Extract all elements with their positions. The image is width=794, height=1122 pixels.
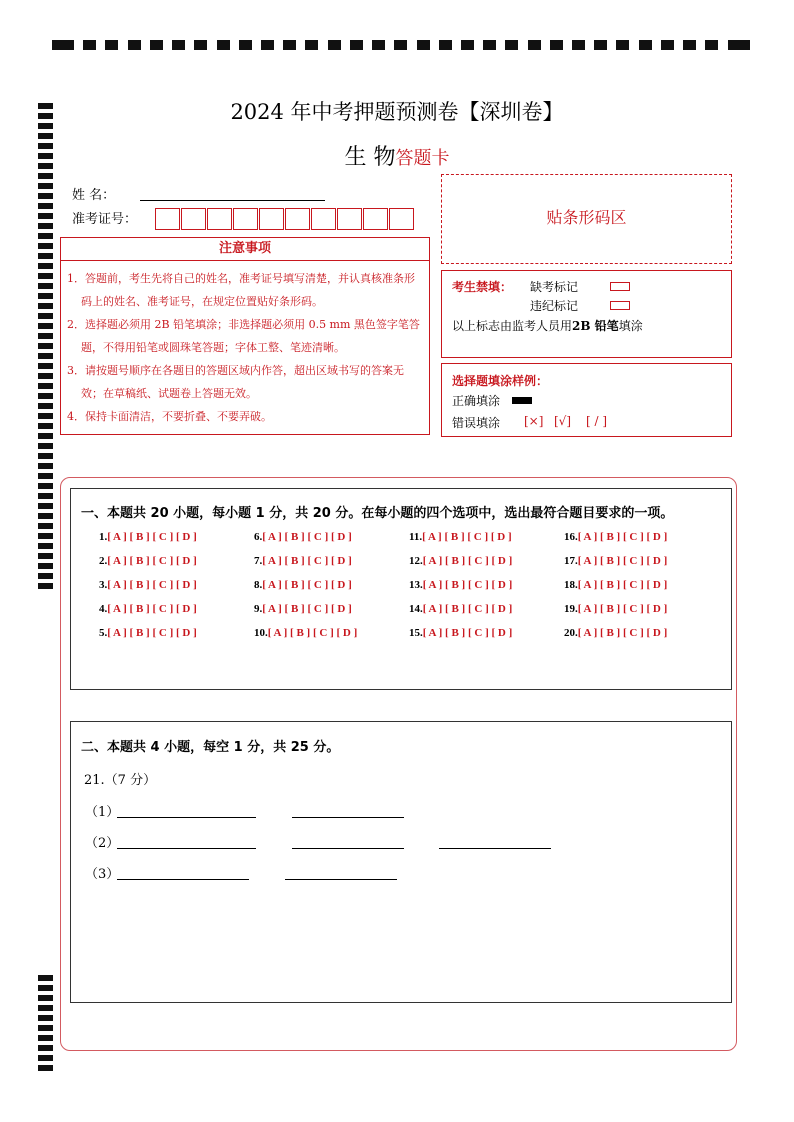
fill-sample-box [441,363,732,437]
notice-item: 2．选择题必须用 2B 铅笔填涂；非选择题必须用 0.5 mm 黑色签字笔答题，不得用铅笔或圆珠笔答题；字体工整、笔迹清晰。 [67,318,420,354]
answer-options[interactable]: [ A ] [ B ] [ C ] [ D ] [262,531,352,543]
answer-options[interactable]: [ A ] [ B ] [ C ] [ D ] [577,531,668,543]
forbid-label: 考生禁填： [452,280,513,294]
question-number: 11. [409,531,423,543]
choice-question-14[interactable] [409,603,512,615]
choice-question-12[interactable] [409,555,512,567]
sample-label: 选择题填涂样例： [452,374,549,388]
answer-options[interactable]: [ A ] [ B ] [ C ] [ D ] [107,579,197,591]
answer-options[interactable]: [ A ] [ B ] [ C ] [ D ] [262,603,352,615]
answer-options[interactable]: [ A ] [ B ] [ C ] [ D ] [107,603,197,615]
forbid-note-bold: 2B 铅笔 [572,319,619,333]
choice-question-9[interactable] [254,603,352,615]
question-number: 20. [564,627,578,639]
barcode-area: 贴条形码区 [441,174,732,264]
notice-item: 4．保持卡面清洁，不要折叠、不要弄破。 [67,410,272,423]
question-number: 8. [254,579,263,591]
question-number: 12. [409,555,423,567]
choice-question-3[interactable] [99,579,197,591]
choice-question-8[interactable] [254,579,352,591]
question-number: 18. [564,579,578,591]
answer-blank[interactable] [117,879,249,880]
absent-label: 缺考标记 [530,280,579,294]
answer-options[interactable]: [ A ] [ B ] [ C ] [ D ] [422,531,512,543]
section-choice [70,488,732,690]
answer-options[interactable]: [ A ] [ B ] [ C ] [ D ] [107,555,197,567]
absent-mark-box[interactable] [610,282,630,291]
wrong-mark-2: [√] [554,414,572,428]
violation-mark-box[interactable] [610,301,630,310]
answer-options[interactable]: [ A ] [ B ] [ C ] [ D ] [262,579,352,591]
question-number: 9. [254,603,263,615]
section2-title: 二、本题共 4 小题，每空 1 分，共 25 分。 [81,740,340,755]
section1-title: 一、本题共 20 小题，每小题 1 分，共 20 分。在每小题的四个选项中，选出最符合题目要求的一项。 [81,506,674,521]
choice-question-20[interactable] [564,627,667,639]
choice-question-19[interactable] [564,603,667,615]
question-number: 16. [564,531,578,543]
name-field[interactable] [140,200,325,201]
notice-heading: 注意事项 [61,238,429,261]
question-number: 14. [409,603,423,615]
forbid-note-prefix: 以上标志由监考人员用 [452,319,573,333]
notice-box [60,237,430,435]
question-number: 3. [99,579,108,591]
question-number: 6. [254,531,263,543]
id-number-boxes[interactable] [155,208,415,230]
answer-blank[interactable] [117,817,256,818]
page-title: 2024 年中考押题预测卷【深圳卷】 [230,100,564,124]
answer-blank[interactable] [439,848,551,849]
answer-options[interactable]: [ A ] [ B ] [ C ] [ D ] [422,627,513,639]
choice-question-15[interactable] [409,627,512,639]
examiner-only-box [441,270,732,358]
question-number: 5. [99,627,108,639]
correct-label: 正确填涂 [452,394,501,408]
choice-question-10[interactable] [254,627,357,639]
choice-question-16[interactable] [564,531,667,543]
answer-options[interactable]: [ A ] [ B ] [ C ] [ D ] [577,603,668,615]
q21-label: 21.（7 分） [84,773,157,788]
answer-blank[interactable] [292,817,404,818]
top-timing-marks [52,39,750,51]
answer-blank[interactable] [292,848,404,849]
answer-options[interactable]: [ A ] [ B ] [ C ] [ D ] [577,555,668,567]
answer-options[interactable]: [ A ] [ B ] [ C ] [ D ] [422,555,513,567]
subject-suffix: 答题卡 [395,148,450,169]
section-fill-in [70,721,732,1003]
answer-options[interactable]: [ A ] [ B ] [ C ] [ D ] [577,579,668,591]
question-number: 2. [99,555,108,567]
choice-question-11[interactable] [409,531,512,543]
answer-options[interactable]: [ A ] [ B ] [ C ] [ D ] [422,579,513,591]
id-label: 准考证号： [72,212,138,227]
answer-options[interactable]: [ A ] [ B ] [ C ] [ D ] [422,603,513,615]
choice-question-13[interactable] [409,579,512,591]
subject-title [0,140,794,171]
choice-question-5[interactable] [99,627,197,639]
wrong-label: 错误填涂 [452,416,501,430]
notice-item: 1．答题前，考生先将自己的姓名，准考证号填写清楚，并认真核准条形码上的姓名、准考证号，在规定位置贴好条形码。 [67,272,415,308]
choice-question-4[interactable] [99,603,197,615]
question-number: 17. [564,555,578,567]
answer-options[interactable]: [ A ] [ B ] [ C ] [ D ] [577,627,668,639]
wrong-mark-1: [×] [524,414,544,428]
part-1-label: （1） [85,805,120,820]
answer-options[interactable]: [ A ] [ B ] [ C ] [ D ] [107,531,197,543]
question-number: 7. [254,555,263,567]
question-number: 10. [254,627,268,639]
question-number: 19. [564,603,578,615]
wrong-mark-3: [ / ] [586,414,608,428]
name-label: 姓 名： [72,188,116,203]
choice-question-7[interactable] [254,555,352,567]
subject-name: 生 物 [344,145,396,170]
choice-question-18[interactable] [564,579,667,591]
left-timing-marks-2 [38,975,54,1075]
answer-options[interactable]: [ A ] [ B ] [ C ] [ D ] [262,555,352,567]
forbid-note-suffix: 填涂 [618,319,643,333]
question-number: 1. [99,531,108,543]
answer-blank[interactable] [285,879,397,880]
answer-options[interactable]: [ A ] [ B ] [ C ] [ D ] [107,627,197,639]
choice-question-2[interactable] [99,555,197,567]
answer-blank[interactable] [117,848,256,849]
choice-question-1[interactable] [99,531,197,543]
part-3-label: （3） [85,867,120,882]
answer-options[interactable]: [ A ] [ B ] [ C ] [ D ] [267,627,358,639]
part-2-label: （2） [85,836,120,851]
choice-question-6[interactable] [254,531,352,543]
notice-item: 3．请按题号顺序在各题目的答题区域内作答，超出区域书写的答案无效；在草稿纸、试题卷上答题无效。 [67,364,404,400]
question-number: 13. [409,579,423,591]
choice-question-17[interactable] [564,555,667,567]
forbid-note [452,317,643,334]
question-number: 15. [409,627,423,639]
left-timing-marks-1 [38,103,54,593]
correct-fill-mark [512,397,532,404]
violation-label: 违纪标记 [530,299,579,313]
question-number: 4. [99,603,108,615]
